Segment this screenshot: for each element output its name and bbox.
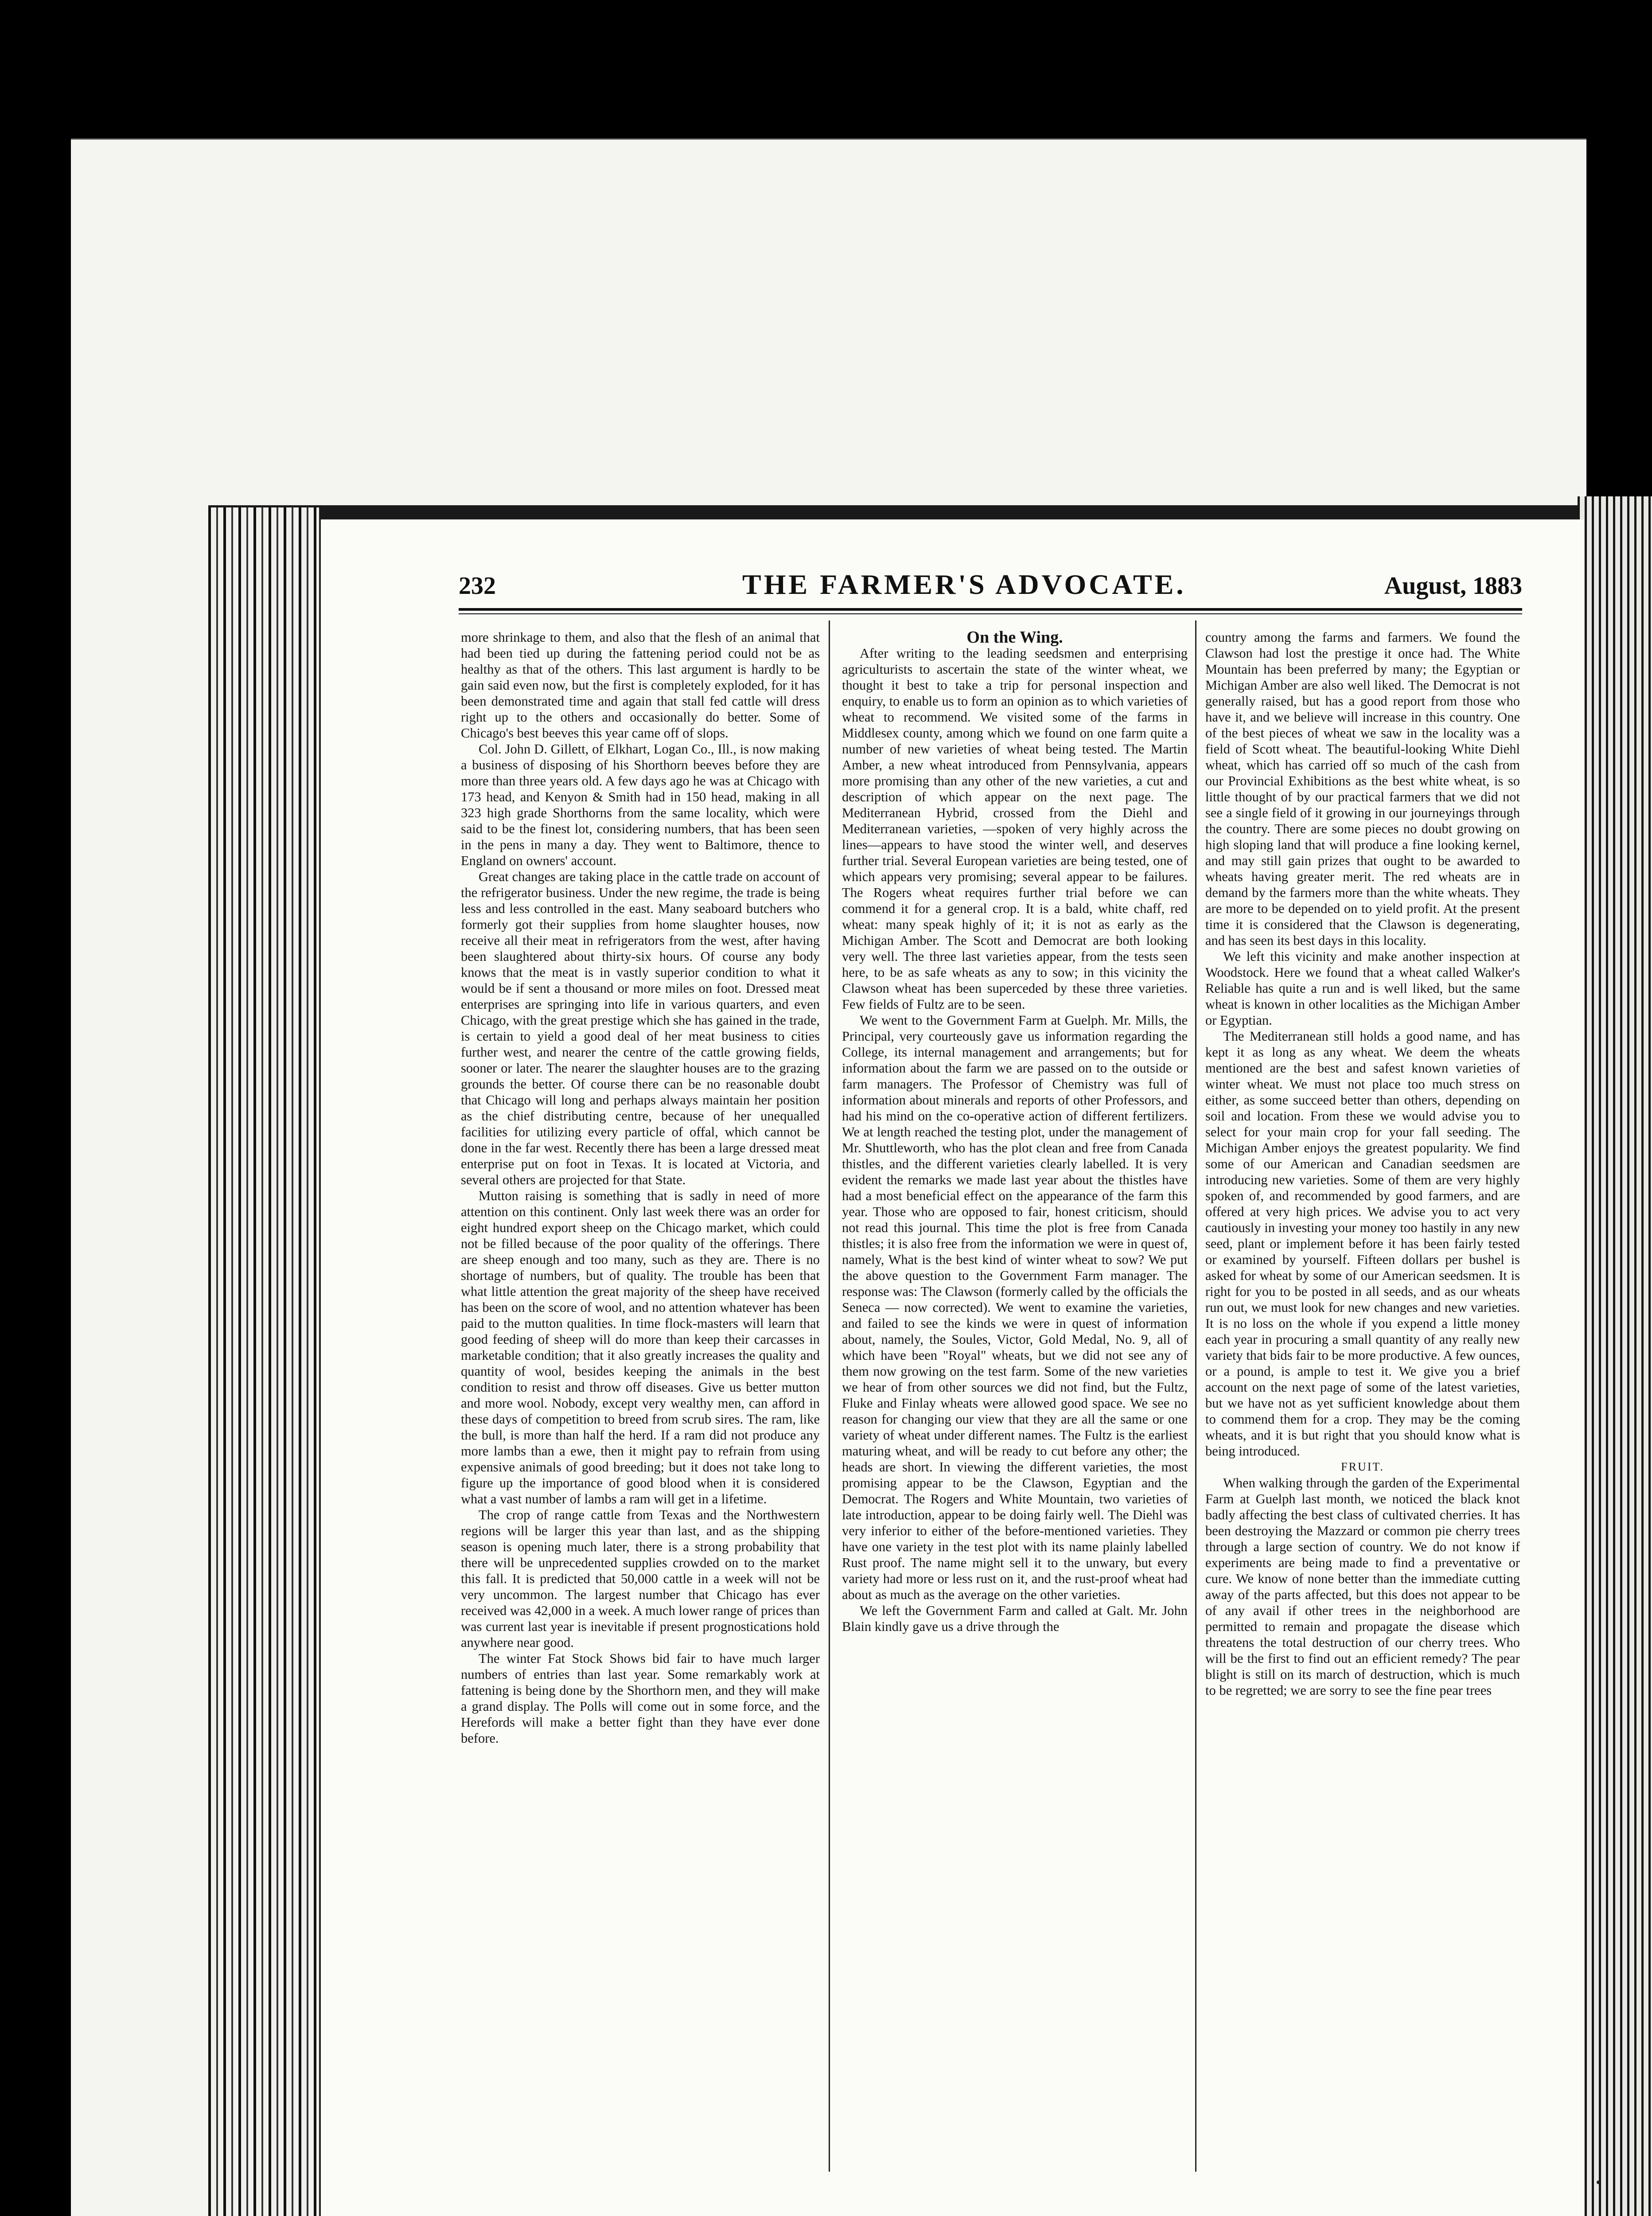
column-middle bbox=[842, 629, 1188, 2172]
book-right-edge bbox=[1578, 496, 1652, 2216]
paragraph: Col. John D. Gillett, of Elkhart, Logan Co., Ill., is now making a business of disposing of his Shorthorn beeves before they are more than three years old. A few days ago he was at Chicago with 173 head, and Kenyon & Smith had in 150 head, making in all 323 high grade Shorthorns from the same locality, which were said to be the finest lot, considering numbers, that has been seen in the pens in many a day. They went to Baltimore, thence to England on owners' account. bbox=[461, 741, 820, 868]
publication-title: THE FARMER'S ADVOCATE. bbox=[742, 569, 1186, 600]
page-number: 232 bbox=[459, 572, 496, 600]
paragraph: We went to the Government Farm at Guelph. Mr. Mills, the Principal, very courteously gave us information regarding the College, its internal management and arrangements; but for information about the farm we are passed on to the outside or farm managers. The Professor of Chemistry was full of information about minerals and reports of other Professors, and had his mind on the co-operative action of different fertilizers. We at length reached the testing plot, under the management of Mr. Shuttleworth, who has the plot clean and free from Canada thistles, and the different varieties clearly labelled. It is very evident the remarks we made last year about the thistles have had a most beneficial effect on the appearance of the farm this year. Those who are opposed to fair, honest criticism, should not read this journal. This time the plot is free from Canada thistles; it is also free from the information we were in quest of, namely, What is the best kind of winter wheat to sow? We put the above question to the Government Farm manager. The response was: The Clawson (formerly called by the officials the Seneca — now corrected). We went to examine the varieties, and failed to see the kinds we were in quest of information about, namely, the Soules, Victor, Gold Medal, No. 9, all of which have been "Royal" wheats, but we did not see any of them now growing on the test farm. Some of the new varieties we hear of from other sources we did not find, but the Fultz, Fluke and Finlay wheats were allowed good space. We see no reason for changing our view that they are all the same or one variety of wheat under different names. The Fultz is the earliest maturing wheat, and will be ready to cut before any other; the heads are short. In viewing the different varieties, the most promising appear to be the Clawson, Egyptian and the Democrat. The Rogers and White Mountain, two varieties of late introduction, appear to be doing fairly well. The Diehl was very inferior to either of the before-mentioned varieties. They have one variety in the test plot with its name plainly labelled Rust proof. The name might sell it to the unwary, but every variety had more or less rust on it, and the rust-proof wheat had about as much as the average on the other varieties. bbox=[842, 1013, 1188, 1602]
paragraph: After writing to the leading seedsmen and enterprising agriculturists to ascertain the state of the winter wheat, we thought it best to take a trip for personal inspection and enquiry, to enable us to form an opinion as to which varieties of wheat to recommend. We visited some of the farms in Middlesex county, among which we found on one farm quite a number of new varieties of wheat being tested. The Martin Amber, a new wheat introduced from Pennsylvania, appears more promising than any other of the new varieties, a cut and description of which appear on the next page. The Mediterranean Hybrid, crossed from the Diehl and Mediterranean varieties, —spoken of very highly across the lines—appears to have stood the winter well, and deserves further trial. Several European varieties are being tested, one of which appears very promising; several appear to be failures. The Rogers wheat requires further trial before we can commend it for a general crop. It is a bald, white chaff, red wheat: many speak highly of it; it is not as early as the Michigan Amber. The Scott and Democrat are both looking very well. The three last varieties appear, from the tests seen here, to be as safe wheats as any to sow; in this vicinity the Clawson wheat has been superceded by these three varieties. Few fields of Fultz are to be seen. bbox=[842, 646, 1188, 1012]
book-binding-pages bbox=[208, 507, 319, 2216]
article-headline: On the Wing. bbox=[966, 629, 1063, 647]
masthead-rule-thin bbox=[459, 613, 1522, 614]
column-divider bbox=[829, 620, 830, 2172]
masthead-rule bbox=[459, 608, 1522, 611]
masthead bbox=[459, 568, 1522, 604]
paragraph: more shrinkage to them, and also that the flesh of an animal that had been tied up during the fattening period could not be as healthy as that of the others. This last argument is hardly to be gain said even now, but the first is completely exploded, for it has been demonstrated time and again that stall fed cattle will dress right up to the others and occasionally do better. Some of Chicago's best beeves this year came off of slops. bbox=[461, 630, 820, 741]
paragraph: Great changes are taking place in the cattle trade on account of the refrigerator business. Under the new regime, the trade is being less and less controlled in the east. Many seaboard butchers who formerly got their supplies from home slaughter houses, now receive all their meat in refrigerators from the west, after having been slaughtered about thirty-six hours. Of course any body knows that the meat is in vastly superior condition to what it would be if sent a thousand or more miles on foot. Dressed meat enterprises are springing into life in various quarters, and even Chicago, with the great prestige which she has gained in the trade, is certain to yield a good deal of her meat business to cities further west, and nearer the centre of the cattle growing fields, sooner or later. The nearer the slaughter houses are to the grazing grounds the better. Of course there can be no reasonable doubt that Chicago will long and perhaps always maintain her position as the chief distributing centre, because of her unequalled facilities for utilizing every particle of offal, which cannot be done in the far west. Recently there has been a large dressed meat enterprise put on foot in Texas. It is located at Victoria, and several others are projected for that State. bbox=[461, 869, 820, 1187]
issue-date: August, 1883 bbox=[1384, 572, 1522, 600]
paragraph: The Mediterranean still holds a good name, and has kept it as long as any wheat. We deem the wheats mentioned are the best and safest known varieties of winter wheat. We must not place too much stress on either, as some succeed better than others, depending on soil and location. From these we would advise you to select for your main crop for your fall seeding. The Michigan Amber enjoys the greatest popularity. We find some of our American and Canadian seedsmen are introducing new varieties. Some of them are very highly spoken of, and recommended by good farmers, and are offered at very high prices. We advise you to act very cautiously in investing your money too hastily in any new seed, plant or implement before it has been fairly tested or examined by yourself. Fifteen dollars per bushel is asked for wheat by some of our American seedsmen. It is right for you to be posted in all seeds, and as our wheats run out, we must look for new changes and new varieties. It is no loss on the whole if you expend a little money each year in procuring a small quantity of any really new variety that bids fair to be more productive. A few ounces, or a pound, is ample to test it. We give you a brief account on the next page of some of the latest varieties, but we have not as yet sufficient knowledge about them to commend them for a crop. They may be the coming wheats, and it is but right that you should know what is being introduced. bbox=[1205, 1029, 1520, 1459]
scan-speck bbox=[1597, 2181, 1600, 2184]
column-right bbox=[1205, 629, 1520, 2172]
paragraph: The crop of range cattle from Texas and the Northwestern regions will be larger this year than last, and as the shipping season is opening much later, there is a strong probability that there will be unprecedented supplies crowded on to the market this fall. It is predicted that 50,000 cattle in a week will not be very uncommon. The largest number that Chicago has ever received was 42,000 in a week. A much lower range of prices than was current last year is inevitable if present prognostications hold anywhere near good. bbox=[461, 1507, 820, 1650]
book-top-edge bbox=[208, 505, 1586, 521]
paragraph: The winter Fat Stock Shows bid fair to have much larger numbers of entries than last year. Some remarkably work at fattening is being done by the Shorthorn men, and they will make a grand display. The Polls will come out in some force, and the Herefords will make a better fight than they have ever done before. bbox=[461, 1651, 820, 1746]
paragraph: We left the Government Farm and called at Galt. Mr. John Blain kindly gave us a drive through the bbox=[842, 1603, 1188, 1634]
paragraph: Mutton raising is something that is sadly in need of more attention on this continent. Only last week there was an order for eight hundred export sheep on the Chicago market, which could not be filled because of the poor quality of the offerings. There are sheep enough and too many, such as they are. There is no shortage of numbers, but of quality. The trouble has been that what little attention the great majority of the sheep have received has been on the score of wool, and no attention whatever has been paid to the mutton qualities. In time flock-masters will learn that good feeding of sheep will do more than keep their carcasses in marketable condition; that it also greatly increases the quality and quantity of wool, besides keeping the animals in the best condition to resist and throw off diseases. Give us better mutton and more wool. Nobody, except very wealthy men, can afford in these days of competition to breed from scrub sires. The ram, like the bull, is more than half the herd. If a ram did not produce any more lambs than a ewe, then it might pay to refrain from using expensive animals of good breeding; but it does not take long to figure up the importance of good blood when it is considered what a vast number of lambs a ram will get in a lifetime. bbox=[461, 1188, 820, 1506]
column-divider bbox=[1195, 620, 1196, 2172]
column-left bbox=[461, 629, 820, 2172]
scan-edge bbox=[71, 138, 1586, 140]
paragraph: country among the farms and farmers. We found the Clawson had lost the prestige it once had. The White Mountain has been preferred by many; the Egyptian or Michigan Amber are also well liked. The Democrat is not generally raised, but has a good report from those who have it, and we believe will increase in this country. One of the best pieces of wheat we saw in the locality was a field of Scott wheat. The beautiful-looking White Diehl wheat, which has carried off so much of the cash from our Provincial Exhibitions as the best white wheat, is so little thought of by our practical farmers that we did not see a single field of it growing in our journeyings through the country. There are some pieces no doubt growing on high sloping land that will produce a fine looking kernel, and may still gain prizes that ought to be awarded to wheats having greater merit. The red wheats are in demand by the farmers more than the white wheats. They are more to be depended on to yield profit. At the present time it is considered that the Clawson is degenerating, and has seen its best days in this locality. bbox=[1205, 630, 1520, 948]
section-subhead: FRUIT. bbox=[1341, 1460, 1384, 1473]
paragraph: When walking through the garden of the Experimental Farm at Guelph last month, we noticed the black knot badly affecting the best class of cultivated cherries. It has been destroying the Mazzard or common pie cherry trees through a large section of country. We do not know if experiments are being made to find a preventative or cure. We know of none better than the immediate cutting away of the parts affected, but this does not appear to be of any avail if other trees in the neighborhood are permitted to remain and propagate the disease which threatens the total destruction of our cherry trees. Who will be the first to find out an efficient remedy? The pear blight is still on its march of destruction, which is much to be regretted; we are sorry to see the fine pear trees bbox=[1205, 1475, 1520, 1698]
paragraph: We left this vicinity and make another inspection at Woodstock. Here we found that a wheat called Walker's Reliable has quite a run and is well liked, but the same wheat is known in other localities as the Michigan Amber or Egyptian. bbox=[1205, 949, 1520, 1028]
